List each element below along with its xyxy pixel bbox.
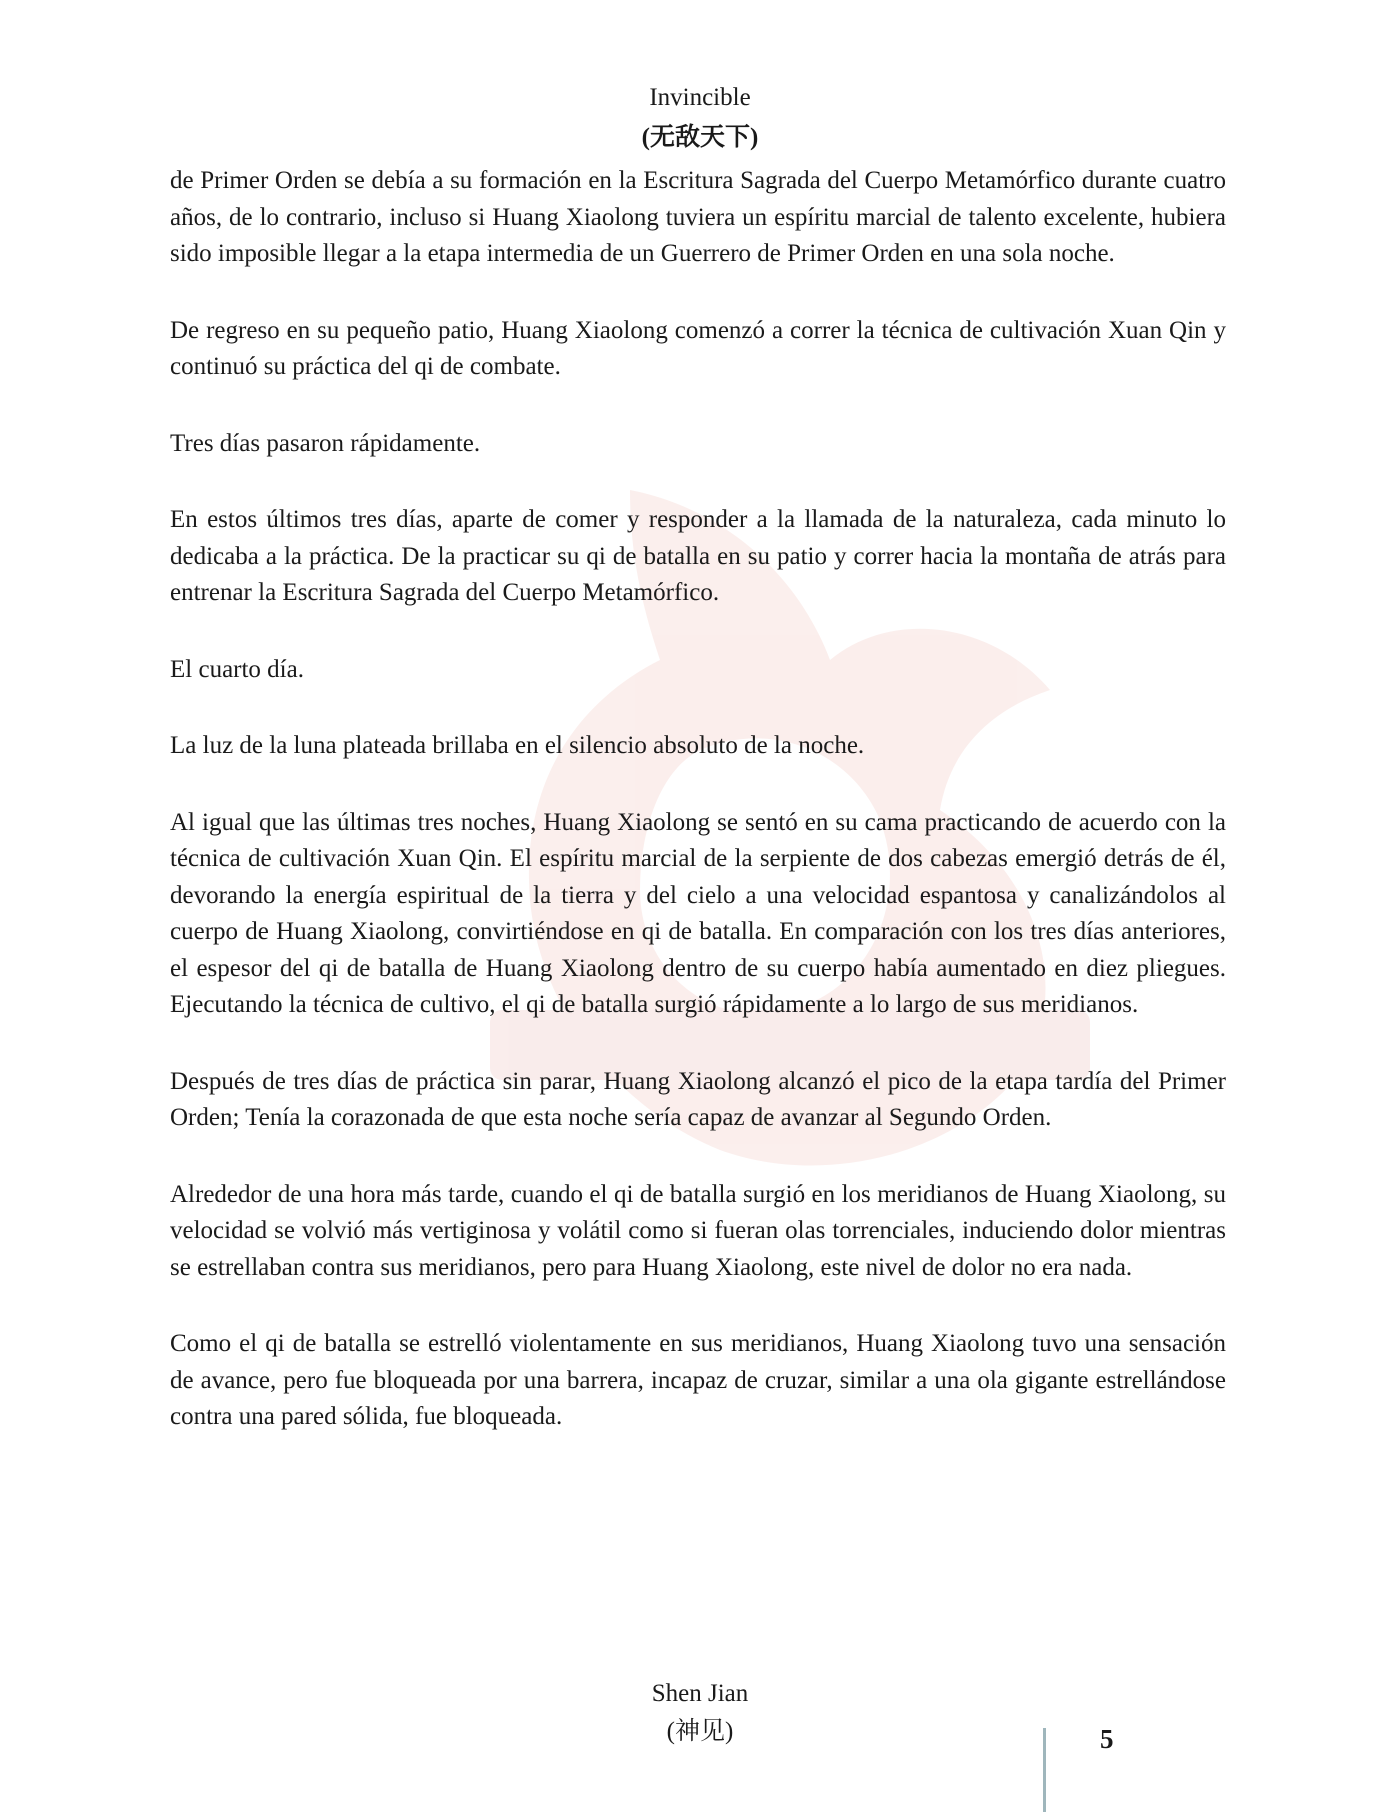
book-title-chinese: (无敌天下) bbox=[641, 124, 759, 151]
paragraph: El cuarto día. bbox=[170, 655, 304, 683]
paragraph: Al igual que las últimas tres noches, Huang Xiaolong se sentó en su cama practicando de acuerdo con la técnica de cultivación Xuan Qin. El espíritu marcial de la serpiente de dos cabezas emergió detrás de él, devorando la energía espiritual de la tierra y del cielo a una velocidad espantosa y canalizándolos al cuerpo de Huang Xiaolong, convirtiéndose en qi de batalla. En comparación con los tres días anteriores, el espesor del qi de batalla de Huang Xiaolong dentro de su cuerpo había aumentado en diez pliegues. Ejecutando la técnica de cultivo, el qi de batalla surgió rápidamente a lo largo de sus meridianos. bbox=[170, 808, 1226, 1018]
paragraph: de Primer Orden se debía a su formación en la Escritura Sagrada del Cuerpo Metamórfico durante cuatro años, de lo contrario, incluso si Huang Xiaolong tuviera un espíritu marcial de talento excelente, hubiera sido imposible llegar a la etapa intermedia de un Guerrero de Primer Orden en una sola noche. bbox=[170, 167, 1226, 267]
author-name-chinese: (神见) bbox=[666, 1718, 734, 1745]
chapter-body bbox=[170, 163, 1226, 1476]
page-footer bbox=[0, 1675, 1400, 1751]
paragraph: De regreso en su pequeño patio, Huang Xiaolong comenzó a correr la técnica de cultivación Xuan Qin y continuó su práctica del qi de combate. bbox=[170, 316, 1226, 380]
paragraph: Como el qi de batalla se estrelló violentamente en sus meridianos, Huang Xiaolong tuvo una sensación de avance, pero fue bloqueada por una barrera, incapaz de cruzar, similar a una ola gigante estrellándose contra una pared sólida, fue bloqueada. bbox=[170, 1330, 1226, 1430]
paragraph: En estos últimos tres días, aparte de comer y responder a la llamada de la naturaleza, cada minuto lo dedicaba a la práctica. De la practicar su qi de batalla en su patio y correr hacia la montaña de atrás para entrenar la Escritura Sagrada del Cuerpo Metamórfico. bbox=[170, 506, 1226, 606]
book-title: Invincible bbox=[649, 84, 751, 111]
author-name: Shen Jian bbox=[651, 1680, 749, 1707]
page-header bbox=[0, 78, 1400, 158]
page-number: 5 bbox=[1100, 1724, 1114, 1754]
paragraph: Alrededor de una hora más tarde, cuando el qi de batalla surgió en los meridianos de Huang Xiaolong, su velocidad se volvió más vertiginosa y volátil como si fueran olas torrenciales, induciendo dolor mientras se estrellaban contra sus meridianos, pero para Huang Xiaolong, este nivel de dolor no era nada. bbox=[170, 1180, 1226, 1281]
paragraph: La luz de la luna plateada brillaba en el silencio absoluto de la noche. bbox=[170, 732, 865, 759]
page-number-divider bbox=[1043, 1728, 1046, 1812]
paragraph: Tres días pasaron rápidamente. bbox=[170, 429, 481, 457]
paragraph: Después de tres días de práctica sin parar, Huang Xiaolong alcanzó el pico de la etapa tardía del Primer Orden; Tenía la corazonada de que esta noche sería capaz de avanzar al Segundo Orden. bbox=[170, 1067, 1226, 1131]
